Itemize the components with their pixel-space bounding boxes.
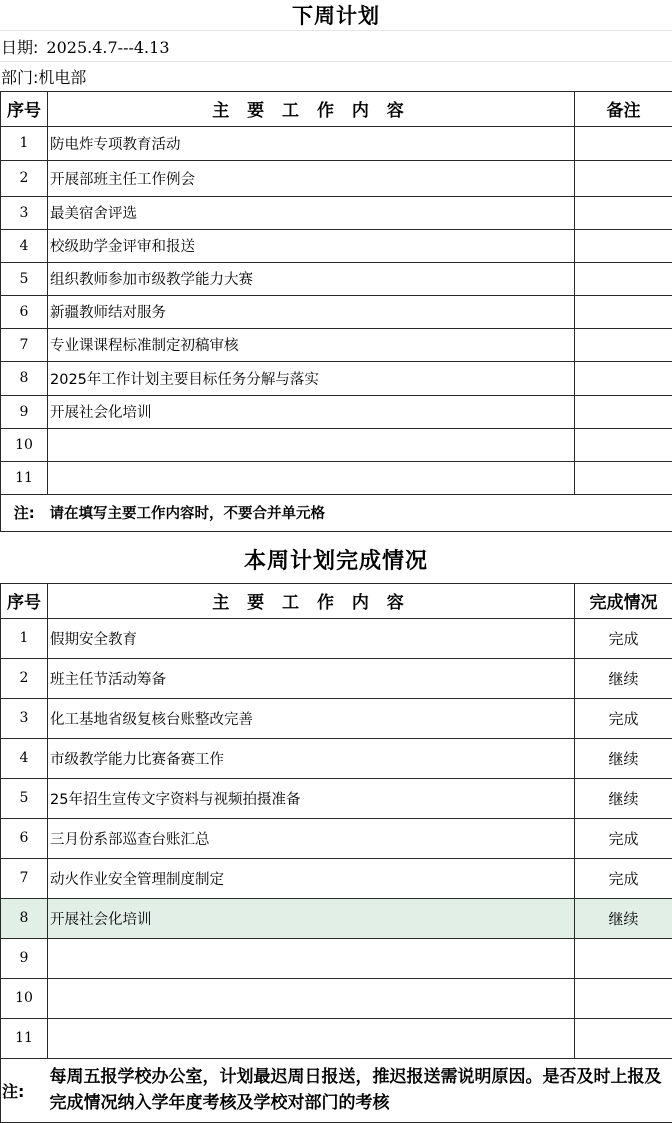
table-row [1,938,672,978]
row-status-cell[interactable] [575,978,672,1018]
header-seq[interactable]: 序号 [1,583,48,618]
table-row [1,295,672,328]
row-status-cell[interactable]: 完成 [575,618,672,658]
department-label: 部门: [1,68,38,87]
row-content-cell[interactable]: 25年招生宣传文字资料与视频拍摄准备 [48,778,575,818]
table-row [1,126,672,160]
row-status-cell[interactable]: 继续 [575,778,672,818]
this-week-note-label[interactable]: 注: [1,1058,48,1122]
header-note[interactable]: 备注 [575,91,672,126]
next-week-table [0,0,672,91]
header-content[interactable]: 主 要 工 作 内 容 [48,583,575,618]
row-content-cell[interactable]: 开展部班主任工作例会 [48,160,575,196]
table-row [1,1018,672,1058]
row-content-cell[interactable]: 校级助学金评审和报送 [48,229,575,262]
table-row [1,818,672,858]
row-seq-cell[interactable]: 2 [1,658,48,698]
next-week-grid [0,91,672,532]
row-seq-cell[interactable]: 7 [1,328,48,361]
row-content-cell[interactable]: 2025年工作计划主要目标任务分解与落实 [48,361,575,395]
row-seq-cell[interactable]: 10 [1,428,48,461]
row-content-cell[interactable]: 三月份系部巡查台账汇总 [48,818,575,858]
table-row [1,618,672,658]
table-row [1,738,672,778]
row-seq-cell[interactable]: 1 [1,618,48,658]
row-content-cell[interactable]: 化工基地省级复核台账整改完善 [48,698,575,738]
table-row [1,196,672,229]
row-seq-cell[interactable]: 7 [1,858,48,898]
row-seq-cell[interactable]: 11 [1,1018,48,1058]
row-content-cell[interactable] [48,428,575,461]
next-week-note-text[interactable]: 请在填写主要工作内容时，不要合并单元格 [48,494,672,531]
row-seq-cell[interactable]: 5 [1,262,48,295]
row-seq-cell[interactable]: 11 [1,461,48,494]
row-content-cell[interactable]: 班主任节活动筹备 [48,658,575,698]
this-week-title: 本周计划完成情况 [0,532,672,583]
row-seq-cell[interactable]: 2 [1,160,48,196]
row-content-cell[interactable]: 市级教学能力比赛备赛工作 [48,738,575,778]
table-row [1,978,672,1018]
row-seq-cell[interactable]: 6 [1,818,48,858]
row-note-cell[interactable] [575,361,672,395]
header-content[interactable]: 主 要 工 作 内 容 [48,91,575,126]
row-note-cell[interactable] [575,395,672,428]
row-content-cell[interactable] [48,978,575,1018]
row-seq-cell[interactable]: 9 [1,938,48,978]
row-content-cell[interactable] [48,461,575,494]
row-note-cell[interactable] [575,229,672,262]
row-status-cell[interactable] [575,938,672,978]
table-row [1,428,672,461]
department-cell[interactable] [0,62,672,91]
table-row [1,229,672,262]
table-row [1,395,672,428]
row-seq-cell[interactable]: 3 [1,698,48,738]
table-row [1,658,672,698]
next-week-note-label[interactable]: 注: [1,494,48,531]
row-seq-cell[interactable]: 1 [1,126,48,160]
row-content-cell[interactable]: 动火作业安全管理制度制定 [48,858,575,898]
this-week-note-text[interactable]: 每周五报学校办公室，计划最迟周日报送，推迟报送需说明原因。是否及时上报及完成情况纳入学年度考核及学校对部门的考核 [48,1058,672,1122]
row-status-cell[interactable]: 完成 [575,698,672,738]
header-status[interactable]: 完成情况 [575,583,672,618]
row-content-cell[interactable]: 防电炸专项教育活动 [48,126,575,160]
table-row [1,698,672,738]
table-row [1,858,672,898]
row-content-cell[interactable] [48,1018,575,1058]
row-status-cell[interactable]: 完成 [575,858,672,898]
table-row [1,898,672,938]
row-note-cell[interactable] [575,262,672,295]
row-seq-cell[interactable]: 4 [1,738,48,778]
row-note-cell[interactable] [575,196,672,229]
date-label: 日期: [1,38,38,57]
table-row [1,778,672,818]
row-note-cell[interactable] [575,295,672,328]
date-cell[interactable] [0,31,672,62]
row-content-cell[interactable]: 开展社会化培训 [48,898,575,938]
row-note-cell[interactable] [575,328,672,361]
row-note-cell[interactable] [575,160,672,196]
row-note-cell[interactable] [575,461,672,494]
table-row [1,328,672,361]
row-content-cell[interactable]: 新疆教师结对服务 [48,295,575,328]
row-content-cell[interactable]: 专业课课程标准制定初稿审核 [48,328,575,361]
row-seq-cell[interactable]: 10 [1,978,48,1018]
row-content-cell[interactable] [48,938,575,978]
row-content-cell[interactable]: 组织教师参加市级教学能力大赛 [48,262,575,295]
row-seq-cell[interactable]: 3 [1,196,48,229]
row-seq-cell[interactable]: 6 [1,295,48,328]
row-note-cell[interactable] [575,126,672,160]
header-seq[interactable]: 序号 [1,91,48,126]
table-row [1,361,672,395]
row-content-cell[interactable]: 假期安全教育 [48,618,575,658]
next-week-title: 下周计划 [0,0,672,31]
department-value: 机电部 [38,68,86,87]
row-seq-cell[interactable]: 9 [1,395,48,428]
row-seq-cell[interactable]: 5 [1,778,48,818]
row-seq-cell[interactable]: 4 [1,229,48,262]
this-week-title-table [0,532,672,583]
row-status-cell[interactable]: 完成 [575,818,672,858]
row-content-cell[interactable]: 开展社会化培训 [48,395,575,428]
table-row [1,461,672,494]
row-note-cell[interactable] [575,428,672,461]
row-content-cell[interactable]: 最美宿舍评选 [48,196,575,229]
row-status-cell[interactable] [575,1018,672,1058]
table-row [1,262,672,295]
row-seq-cell[interactable]: 8 [1,898,48,938]
row-status-cell[interactable]: 继续 [575,658,672,698]
row-status-cell[interactable]: 继续 [575,738,672,778]
row-status-cell[interactable]: 继续 [575,898,672,938]
table-row [1,160,672,196]
date-value: 2025.4.7---4.13 [46,38,169,57]
row-seq-cell[interactable]: 8 [1,361,48,395]
this-week-grid [0,583,672,1123]
